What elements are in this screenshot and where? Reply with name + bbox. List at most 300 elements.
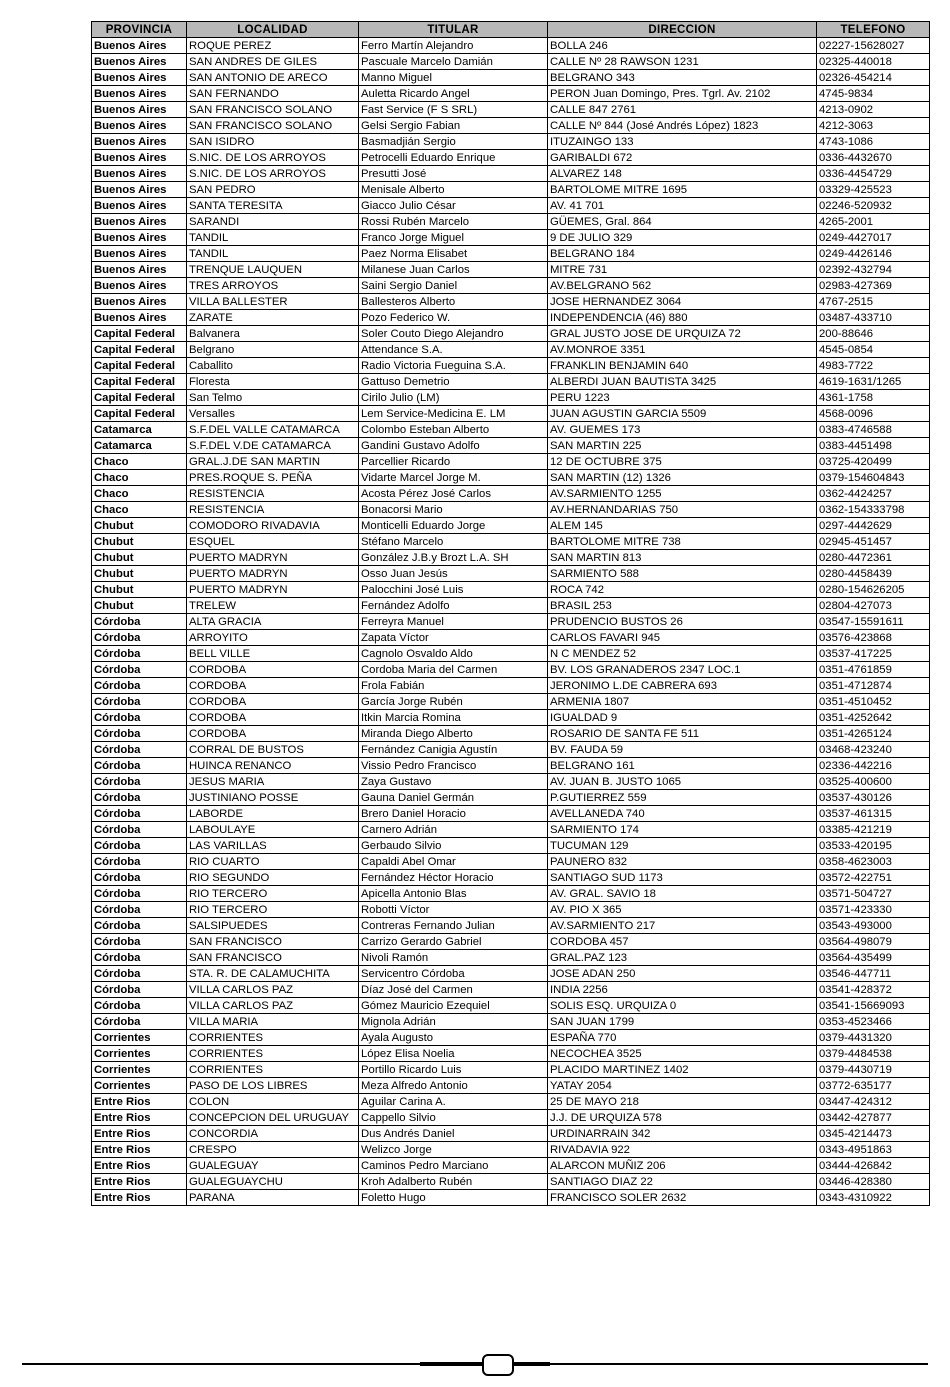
cell-titular: Meza Alfredo Antonio — [359, 1078, 548, 1094]
cell-localidad: SAN ANDRES DE GILES — [187, 54, 359, 70]
cell-localidad: GUALEGUAY — [187, 1158, 359, 1174]
cell-localidad: CONCEPCION DEL URUGUAY — [187, 1110, 359, 1126]
cell-localidad: CORDOBA — [187, 678, 359, 694]
cell-localidad: SAN FERNANDO — [187, 86, 359, 102]
cell-direccion: SAN MARTIN 813 — [548, 550, 817, 566]
cell-localidad: STA. R. DE CALAMUCHITA — [187, 966, 359, 982]
cell-titular: García Jorge Rubén — [359, 694, 548, 710]
cell-direccion: FRANCISCO SOLER 2632 — [548, 1190, 817, 1206]
cell-localidad: S.F.DEL VALLE CATAMARCA — [187, 422, 359, 438]
cell-direccion: 12 DE OCTUBRE 375 — [548, 454, 817, 470]
table-row — [92, 70, 930, 86]
cell-titular: Fernández Héctor Horacio — [359, 870, 548, 886]
cell-direccion: ESPAÑA 770 — [548, 1030, 817, 1046]
cell-telefono: 4212-3063 — [817, 118, 930, 134]
table-row — [92, 486, 930, 502]
cell-localidad: Caballito — [187, 358, 359, 374]
table-row — [92, 678, 930, 694]
table-row — [92, 774, 930, 790]
cell-titular: Lem Service-Medicina E. LM — [359, 406, 548, 422]
table-body — [92, 38, 930, 1206]
cell-telefono: 4983-7722 — [817, 358, 930, 374]
cell-telefono: 0343-4951863 — [817, 1142, 930, 1158]
cell-titular: Saini Sergio Daniel — [359, 278, 548, 294]
table-row — [92, 1158, 930, 1174]
cell-provincia: Buenos Aires — [92, 150, 187, 166]
cell-localidad: SAN PEDRO — [187, 182, 359, 198]
table-row — [92, 902, 930, 918]
cell-direccion: ARMENIA 1807 — [548, 694, 817, 710]
cell-telefono: 03442-427877 — [817, 1110, 930, 1126]
cell-titular: Gómez Mauricio Ezequiel — [359, 998, 548, 1014]
cell-provincia: Córdoba — [92, 790, 187, 806]
cell-localidad: SALSIPUEDES — [187, 918, 359, 934]
cell-titular: Monticelli Eduardo Jorge — [359, 518, 548, 534]
cell-titular: Ferreyra Manuel — [359, 614, 548, 630]
cell-localidad: LABORDE — [187, 806, 359, 822]
cell-titular: Gattuso Demetrio — [359, 374, 548, 390]
cell-localidad: ZARATE — [187, 310, 359, 326]
table-row — [92, 1030, 930, 1046]
table-row — [92, 646, 930, 662]
cell-telefono: 0336-4432670 — [817, 150, 930, 166]
table-row — [92, 1190, 930, 1206]
cell-direccion: BARTOLOME MITRE 738 — [548, 534, 817, 550]
cell-titular: Carrizo Gerardo Gabriel — [359, 934, 548, 950]
cell-direccion: CALLE Nº 844 (José Andrés López) 1823 — [548, 118, 817, 134]
cell-telefono: 02392-432794 — [817, 262, 930, 278]
cell-titular: Colombo Esteban Alberto — [359, 422, 548, 438]
cell-provincia: Córdoba — [92, 838, 187, 854]
table-row — [92, 182, 930, 198]
table-row — [92, 598, 930, 614]
cell-direccion: BV. LOS GRANADEROS 2347 LOC.1 — [548, 662, 817, 678]
cell-direccion: SARMIENTO 174 — [548, 822, 817, 838]
cell-provincia: Córdoba — [92, 758, 187, 774]
cell-telefono: 0379-4430719 — [817, 1062, 930, 1078]
cell-localidad: ALTA GRACIA — [187, 614, 359, 630]
cell-direccion: PERON Juan Domingo, Pres. Tgrl. Av. 2102 — [548, 86, 817, 102]
cell-localidad: VILLA CARLOS PAZ — [187, 998, 359, 1014]
table-row — [92, 1014, 930, 1030]
cell-provincia: Buenos Aires — [92, 310, 187, 326]
cell-direccion: JOSE HERNANDEZ 3064 — [548, 294, 817, 310]
page-number-box — [482, 1354, 514, 1376]
table-row — [92, 918, 930, 934]
cell-provincia: Buenos Aires — [92, 134, 187, 150]
cell-localidad: SAN FRANCISCO — [187, 934, 359, 950]
cell-provincia: Buenos Aires — [92, 230, 187, 246]
cell-direccion: JERONIMO L.DE CABRERA 693 — [548, 678, 817, 694]
cell-direccion: PERU 1223 — [548, 390, 817, 406]
cell-provincia: Córdoba — [92, 1014, 187, 1030]
cell-telefono: 03541-15669093 — [817, 998, 930, 1014]
cell-provincia: Buenos Aires — [92, 70, 187, 86]
cell-telefono: 03447-424312 — [817, 1094, 930, 1110]
cell-titular: Cappello Silvio — [359, 1110, 548, 1126]
cell-localidad: GRAL.J.DE SAN MARTIN — [187, 454, 359, 470]
cell-direccion: CALLE 847 2761 — [548, 102, 817, 118]
cell-direccion: AV. GRAL. SAVIO 18 — [548, 886, 817, 902]
cell-localidad: HUINCA RENANCO — [187, 758, 359, 774]
cell-direccion: J.J. DE URQUIZA 578 — [548, 1110, 817, 1126]
cell-localidad: JUSTINIANO POSSE — [187, 790, 359, 806]
cell-titular: Fernández Adolfo — [359, 598, 548, 614]
cell-telefono: 03533-420195 — [817, 838, 930, 854]
cell-telefono: 4568-0096 — [817, 406, 930, 422]
table-row — [92, 134, 930, 150]
table-row — [92, 422, 930, 438]
cell-localidad: CORDOBA — [187, 694, 359, 710]
cell-telefono: 02945-451457 — [817, 534, 930, 550]
cell-localidad: San Telmo — [187, 390, 359, 406]
table-row — [92, 374, 930, 390]
cell-provincia: Córdoba — [92, 998, 187, 1014]
cell-localidad: TRES ARROYOS — [187, 278, 359, 294]
cell-direccion: BOLLA 246 — [548, 38, 817, 54]
cell-titular: Stéfano Marcelo — [359, 534, 548, 550]
cell-direccion: GÜEMES, Gral. 864 — [548, 214, 817, 230]
cell-titular: Cordoba Maria del Carmen — [359, 662, 548, 678]
cell-provincia: Buenos Aires — [92, 118, 187, 134]
cell-direccion: SOLIS ESQ. URQUIZA 0 — [548, 998, 817, 1014]
table-row — [92, 54, 930, 70]
cell-provincia: Buenos Aires — [92, 102, 187, 118]
table-row — [92, 1174, 930, 1190]
cell-titular: Zaya Gustavo — [359, 774, 548, 790]
cell-titular: Petrocelli Eduardo Enrique — [359, 150, 548, 166]
cell-localidad: CORDOBA — [187, 710, 359, 726]
table-row — [92, 870, 930, 886]
cell-telefono: 0351-4265124 — [817, 726, 930, 742]
cell-direccion: AV.MONROE 3351 — [548, 342, 817, 358]
cell-titular: Franco Jorge Miguel — [359, 230, 548, 246]
cell-telefono: 4767-2515 — [817, 294, 930, 310]
table-row — [92, 950, 930, 966]
cell-telefono: 03564-498079 — [817, 934, 930, 950]
cell-provincia: Entre Rios — [92, 1174, 187, 1190]
cell-localidad: CORDOBA — [187, 726, 359, 742]
cell-direccion: AV. GUEMES 173 — [548, 422, 817, 438]
table-row — [92, 406, 930, 422]
cell-telefono: 4265-2001 — [817, 214, 930, 230]
cell-localidad: SANTA TERESITA — [187, 198, 359, 214]
cell-telefono: 03444-426842 — [817, 1158, 930, 1174]
footer-rule-accent-right — [510, 1362, 550, 1366]
cell-localidad: GUALEGUAYCHU — [187, 1174, 359, 1190]
cell-provincia: Córdoba — [92, 982, 187, 998]
cell-telefono: 4745-9834 — [817, 86, 930, 102]
cell-provincia: Chaco — [92, 486, 187, 502]
cell-direccion: AV.SARMIENTO 1255 — [548, 486, 817, 502]
page-footer — [22, 1352, 928, 1376]
cell-localidad: COLON — [187, 1094, 359, 1110]
cell-provincia: Corrientes — [92, 1046, 187, 1062]
table-row — [92, 246, 930, 262]
cell-localidad: Floresta — [187, 374, 359, 390]
cell-localidad: CORDOBA — [187, 662, 359, 678]
footer-rule-accent-left — [420, 1362, 484, 1366]
cell-direccion: INDEPENDENCIA (46) 880 — [548, 310, 817, 326]
cell-titular: Ballesteros Alberto — [359, 294, 548, 310]
cell-titular: Acosta Pérez José Carlos — [359, 486, 548, 502]
cell-direccion: BELGRANO 184 — [548, 246, 817, 262]
cell-provincia: Córdoba — [92, 870, 187, 886]
cell-provincia: Catamarca — [92, 438, 187, 454]
cell-titular: Gauna Daniel Germán — [359, 790, 548, 806]
cell-provincia: Capital Federal — [92, 374, 187, 390]
cell-titular: Ferro Martín Alejandro — [359, 38, 548, 54]
cell-titular: Giacco Julio César — [359, 198, 548, 214]
cell-direccion: SANTIAGO SUD 1173 — [548, 870, 817, 886]
table-row — [92, 326, 930, 342]
cell-titular: Fernández Canigia Agustín — [359, 742, 548, 758]
cell-localidad: SAN ISIDRO — [187, 134, 359, 150]
table-row — [92, 1046, 930, 1062]
table-row — [92, 550, 930, 566]
table-row — [92, 278, 930, 294]
table-row — [92, 614, 930, 630]
cell-telefono: 0345-4214473 — [817, 1126, 930, 1142]
cell-provincia: Entre Rios — [92, 1126, 187, 1142]
cell-direccion: P.GUTIERREZ 559 — [548, 790, 817, 806]
table-row — [92, 742, 930, 758]
cell-provincia: Chubut — [92, 582, 187, 598]
cell-telefono: 03571-504727 — [817, 886, 930, 902]
cell-titular: Robotti Víctor — [359, 902, 548, 918]
cell-localidad: PASO DE LOS LIBRES — [187, 1078, 359, 1094]
table-row — [92, 822, 930, 838]
cell-provincia: Buenos Aires — [92, 38, 187, 54]
cell-telefono: 03543-493000 — [817, 918, 930, 934]
cell-localidad: RESISTENCIA — [187, 502, 359, 518]
cell-direccion: SARMIENTO 588 — [548, 566, 817, 582]
table-row — [92, 166, 930, 182]
cell-direccion: NECOCHEA 3525 — [548, 1046, 817, 1062]
table-row — [92, 1142, 930, 1158]
cell-localidad: SAN FRANCISCO SOLANO — [187, 102, 359, 118]
header-row — [92, 22, 930, 38]
cell-titular: Díaz José del Carmen — [359, 982, 548, 998]
cell-titular: Parcellier Ricardo — [359, 454, 548, 470]
cell-provincia: Córdoba — [92, 774, 187, 790]
cell-direccion: 9 DE JULIO 329 — [548, 230, 817, 246]
cell-localidad: PUERTO MADRYN — [187, 582, 359, 598]
cell-direccion: INDIA 2256 — [548, 982, 817, 998]
cell-provincia: Córdoba — [92, 726, 187, 742]
cell-direccion: PAUNERO 832 — [548, 854, 817, 870]
directory-sheet — [91, 21, 929, 1206]
cell-provincia: Capital Federal — [92, 342, 187, 358]
cell-telefono: 02246-520932 — [817, 198, 930, 214]
cell-telefono: 0351-4712874 — [817, 678, 930, 694]
cell-direccion: BV. FAUDA 59 — [548, 742, 817, 758]
cell-provincia: Chaco — [92, 502, 187, 518]
cell-provincia: Corrientes — [92, 1062, 187, 1078]
cell-localidad: COMODORO RIVADAVIA — [187, 518, 359, 534]
cell-localidad: BELL VILLE — [187, 646, 359, 662]
directory-table — [91, 21, 930, 1206]
cell-provincia: Catamarca — [92, 422, 187, 438]
cell-direccion: AV.HERNANDARIAS 750 — [548, 502, 817, 518]
cell-provincia: Córdoba — [92, 966, 187, 982]
cell-direccion: GRAL JUSTO JOSE DE URQUIZA 72 — [548, 326, 817, 342]
cell-localidad: CORRIENTES — [187, 1046, 359, 1062]
cell-telefono: 03564-435499 — [817, 950, 930, 966]
cell-titular: Vissio Pedro Francisco — [359, 758, 548, 774]
cell-titular: Ayala Augusto — [359, 1030, 548, 1046]
table-row — [92, 102, 930, 118]
cell-direccion: PRUDENCIO BUSTOS 26 — [548, 614, 817, 630]
cell-localidad: CORRAL DE BUSTOS — [187, 742, 359, 758]
cell-direccion: GRAL.PAZ 123 — [548, 950, 817, 966]
cell-provincia: Entre Rios — [92, 1190, 187, 1206]
cell-direccion: AV.SARMIENTO 217 — [548, 918, 817, 934]
table-row — [92, 630, 930, 646]
table-row — [92, 854, 930, 870]
cell-localidad: RIO TERCERO — [187, 902, 359, 918]
cell-localidad: S.NIC. DE LOS ARROYOS — [187, 150, 359, 166]
table-row — [92, 886, 930, 902]
cell-provincia: Chubut — [92, 550, 187, 566]
cell-titular: Vidarte Marcel Jorge M. — [359, 470, 548, 486]
cell-direccion: CARLOS FAVARI 945 — [548, 630, 817, 646]
cell-localidad: PUERTO MADRYN — [187, 550, 359, 566]
cell-telefono: 03772-635177 — [817, 1078, 930, 1094]
cell-direccion: AVELLANEDA 740 — [548, 806, 817, 822]
table-row — [92, 470, 930, 486]
cell-telefono: 0362-4424257 — [817, 486, 930, 502]
cell-localidad: RIO CUARTO — [187, 854, 359, 870]
cell-telefono: 03571-423330 — [817, 902, 930, 918]
cell-telefono: 0362-154333798 — [817, 502, 930, 518]
cell-telefono: 03537-417225 — [817, 646, 930, 662]
cell-localidad: RIO TERCERO — [187, 886, 359, 902]
cell-telefono: 0351-4761859 — [817, 662, 930, 678]
cell-provincia: Chaco — [92, 470, 187, 486]
cell-telefono: 0343-4310922 — [817, 1190, 930, 1206]
table-row — [92, 294, 930, 310]
cell-telefono: 0351-4510452 — [817, 694, 930, 710]
cell-telefono: 03541-428372 — [817, 982, 930, 998]
cell-telefono: 0297-4442629 — [817, 518, 930, 534]
cell-titular: Nivoli Ramón — [359, 950, 548, 966]
cell-localidad: JESUS MARIA — [187, 774, 359, 790]
table-row — [92, 230, 930, 246]
cell-telefono: 4619-1631/1265 — [817, 374, 930, 390]
column-header-localidad: LOCALIDAD — [187, 22, 359, 38]
cell-telefono: 4743-1086 — [817, 134, 930, 150]
cell-provincia: Córdoba — [92, 694, 187, 710]
cell-localidad: CORRIENTES — [187, 1030, 359, 1046]
cell-localidad: TRENQUE LAUQUEN — [187, 262, 359, 278]
cell-telefono: 03446-428380 — [817, 1174, 930, 1190]
table-row — [92, 566, 930, 582]
cell-localidad: CRESPO — [187, 1142, 359, 1158]
cell-direccion: SANTIAGO DIAZ 22 — [548, 1174, 817, 1190]
cell-direccion: AV. JUAN B. JUSTO 1065 — [548, 774, 817, 790]
table-row — [92, 390, 930, 406]
table-row — [92, 998, 930, 1014]
cell-localidad: RESISTENCIA — [187, 486, 359, 502]
cell-direccion: ROCA 742 — [548, 582, 817, 598]
cell-provincia: Chubut — [92, 566, 187, 582]
cell-titular: Gelsi Sergio Fabian — [359, 118, 548, 134]
cell-titular: Welizco Jorge — [359, 1142, 548, 1158]
cell-telefono: 03725-420499 — [817, 454, 930, 470]
cell-telefono: 0379-154604843 — [817, 470, 930, 486]
cell-titular: Pascuale Marcelo Damián — [359, 54, 548, 70]
table-row — [92, 310, 930, 326]
cell-direccion: JUAN AGUSTIN GARCIA 5509 — [548, 406, 817, 422]
cell-localidad: Belgrano — [187, 342, 359, 358]
table-row — [92, 502, 930, 518]
cell-titular: Attendance S.A. — [359, 342, 548, 358]
cell-provincia: Entre Rios — [92, 1158, 187, 1174]
cell-telefono: 0379-4484538 — [817, 1046, 930, 1062]
cell-direccion: RIVADAVIA 922 — [548, 1142, 817, 1158]
cell-telefono: 200-88646 — [817, 326, 930, 342]
table-row — [92, 726, 930, 742]
cell-provincia: Chubut — [92, 534, 187, 550]
cell-direccion: BRASIL 253 — [548, 598, 817, 614]
table-row — [92, 262, 930, 278]
cell-localidad: S.NIC. DE LOS ARROYOS — [187, 166, 359, 182]
cell-direccion: AV. PIO X 365 — [548, 902, 817, 918]
cell-titular: Zapata Víctor — [359, 630, 548, 646]
cell-direccion: MITRE 731 — [548, 262, 817, 278]
cell-provincia: Córdoba — [92, 646, 187, 662]
table-row — [92, 710, 930, 726]
cell-provincia: Buenos Aires — [92, 86, 187, 102]
cell-localidad: PUERTO MADRYN — [187, 566, 359, 582]
cell-titular: Palocchini José Luis — [359, 582, 548, 598]
cell-localidad: SAN FRANCISCO SOLANO — [187, 118, 359, 134]
cell-telefono: 02983-427369 — [817, 278, 930, 294]
cell-direccion: IGUALDAD 9 — [548, 710, 817, 726]
cell-titular: Itkin Marcia Romina — [359, 710, 548, 726]
cell-titular: Bonacorsi Mario — [359, 502, 548, 518]
table-row — [92, 1094, 930, 1110]
cell-localidad: SAN ANTONIO DE ARECO — [187, 70, 359, 86]
cell-provincia: Córdoba — [92, 678, 187, 694]
cell-direccion: AV.BELGRANO 562 — [548, 278, 817, 294]
cell-provincia: Capital Federal — [92, 358, 187, 374]
cell-direccion: PLACIDO MARTINEZ 1402 — [548, 1062, 817, 1078]
cell-telefono: 03385-421219 — [817, 822, 930, 838]
cell-titular: Miranda Diego Alberto — [359, 726, 548, 742]
cell-telefono: 0379-4431320 — [817, 1030, 930, 1046]
cell-telefono: 03546-447711 — [817, 966, 930, 982]
cell-localidad: RIO SEGUNDO — [187, 870, 359, 886]
cell-provincia: Chubut — [92, 598, 187, 614]
table-row — [92, 86, 930, 102]
cell-provincia: Corrientes — [92, 1078, 187, 1094]
table-row — [92, 790, 930, 806]
cell-telefono: 03576-423868 — [817, 630, 930, 646]
cell-provincia: Córdoba — [92, 886, 187, 902]
cell-titular: Manno Miguel — [359, 70, 548, 86]
cell-provincia: Buenos Aires — [92, 182, 187, 198]
cell-titular: Fast Service (F S SRL) — [359, 102, 548, 118]
cell-telefono: 0280-4458439 — [817, 566, 930, 582]
cell-telefono: 03572-422751 — [817, 870, 930, 886]
cell-titular: Carnero Adrián — [359, 822, 548, 838]
table-row — [92, 758, 930, 774]
cell-provincia: Capital Federal — [92, 406, 187, 422]
cell-localidad: SAN FRANCISCO — [187, 950, 359, 966]
cell-direccion: URDINARRAIN 342 — [548, 1126, 817, 1142]
